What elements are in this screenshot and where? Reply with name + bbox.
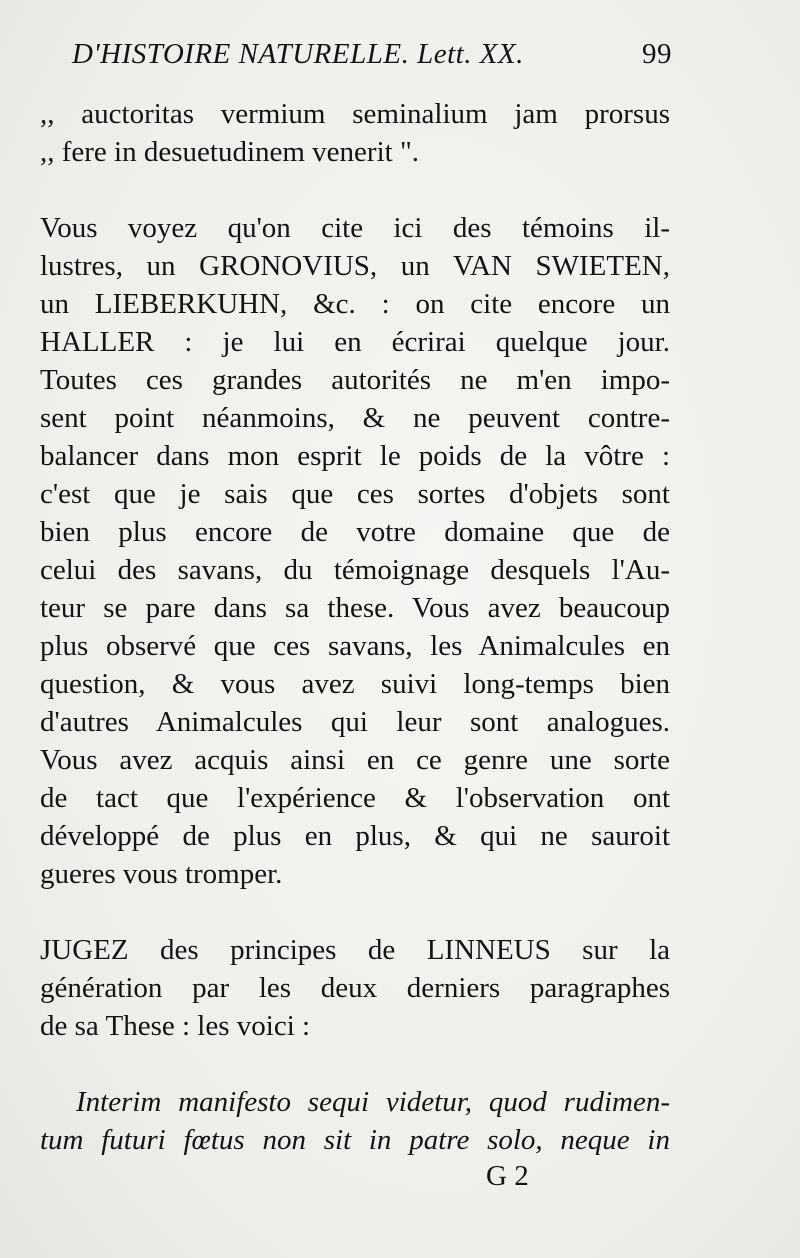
text-line: d'autres Animalcules qui leur sont analogues.: [40, 706, 670, 738]
text-line: de sa These : les voici :: [40, 1010, 311, 1042]
running-title: D'HISTOIRE NATURELLE. Lett. XX.: [72, 38, 524, 70]
text-line: sent point néanmoins, & ne peuvent contre-: [40, 402, 670, 434]
text-line: celui des savans, du témoignage desquels l'Au-: [40, 554, 670, 586]
text-line: HALLER : je lui en écrirai quelque jour.: [40, 326, 670, 358]
text-line: génération par les deux derniers paragraphes: [40, 972, 670, 1004]
text-line: Toutes ces grandes autorités ne m'en impo-: [40, 364, 670, 396]
latin-quote-line: tum futuri fœtus non sit in patre solo, neque in: [40, 1124, 670, 1156]
text-line: teur se pare dans sa these. Vous avez beaucoup: [40, 592, 670, 624]
text-line: Vous avez acquis ainsi en ce genre une sorte: [40, 744, 670, 776]
page-number: 99: [642, 38, 672, 70]
text-line: lustres, un GRONOVIUS, un VAN SWIETEN,: [40, 250, 670, 282]
latin-quote-line: Interim manifesto sequi videtur, quod rudimen-: [76, 1086, 670, 1118]
text-line: question, & vous avez suivi long-temps bien: [40, 668, 670, 700]
text-line: bien plus encore de votre domaine que de: [40, 516, 670, 548]
text-line: plus observé que ces savans, les Animalcules en: [40, 630, 670, 662]
text-line: ,, fere in desuetudinem venerit ".: [40, 136, 420, 168]
text-line: un LIEBERKUHN, &c. : on cite encore un: [40, 288, 670, 320]
text-line: JUGEZ des principes de LINNEUS sur la: [40, 934, 670, 966]
text-line: de tact que l'expérience & l'observation ont: [40, 782, 670, 814]
text-line: Vous voyez qu'on cite ici des témoins il-: [40, 212, 670, 244]
text-line: ,, auctoritas vermium seminalium jam prorsus: [40, 98, 670, 130]
text-line: c'est que je sais que ces sortes d'objets sont: [40, 478, 670, 510]
text-line: balancer dans mon esprit le poids de la vôtre :: [40, 440, 670, 472]
text-line: développé de plus en plus, & qui ne sauroit: [40, 820, 670, 852]
running-header: [72, 38, 672, 78]
signature-mark: G 2: [486, 1160, 529, 1192]
text-line: gueres vous tromper.: [40, 858, 283, 890]
